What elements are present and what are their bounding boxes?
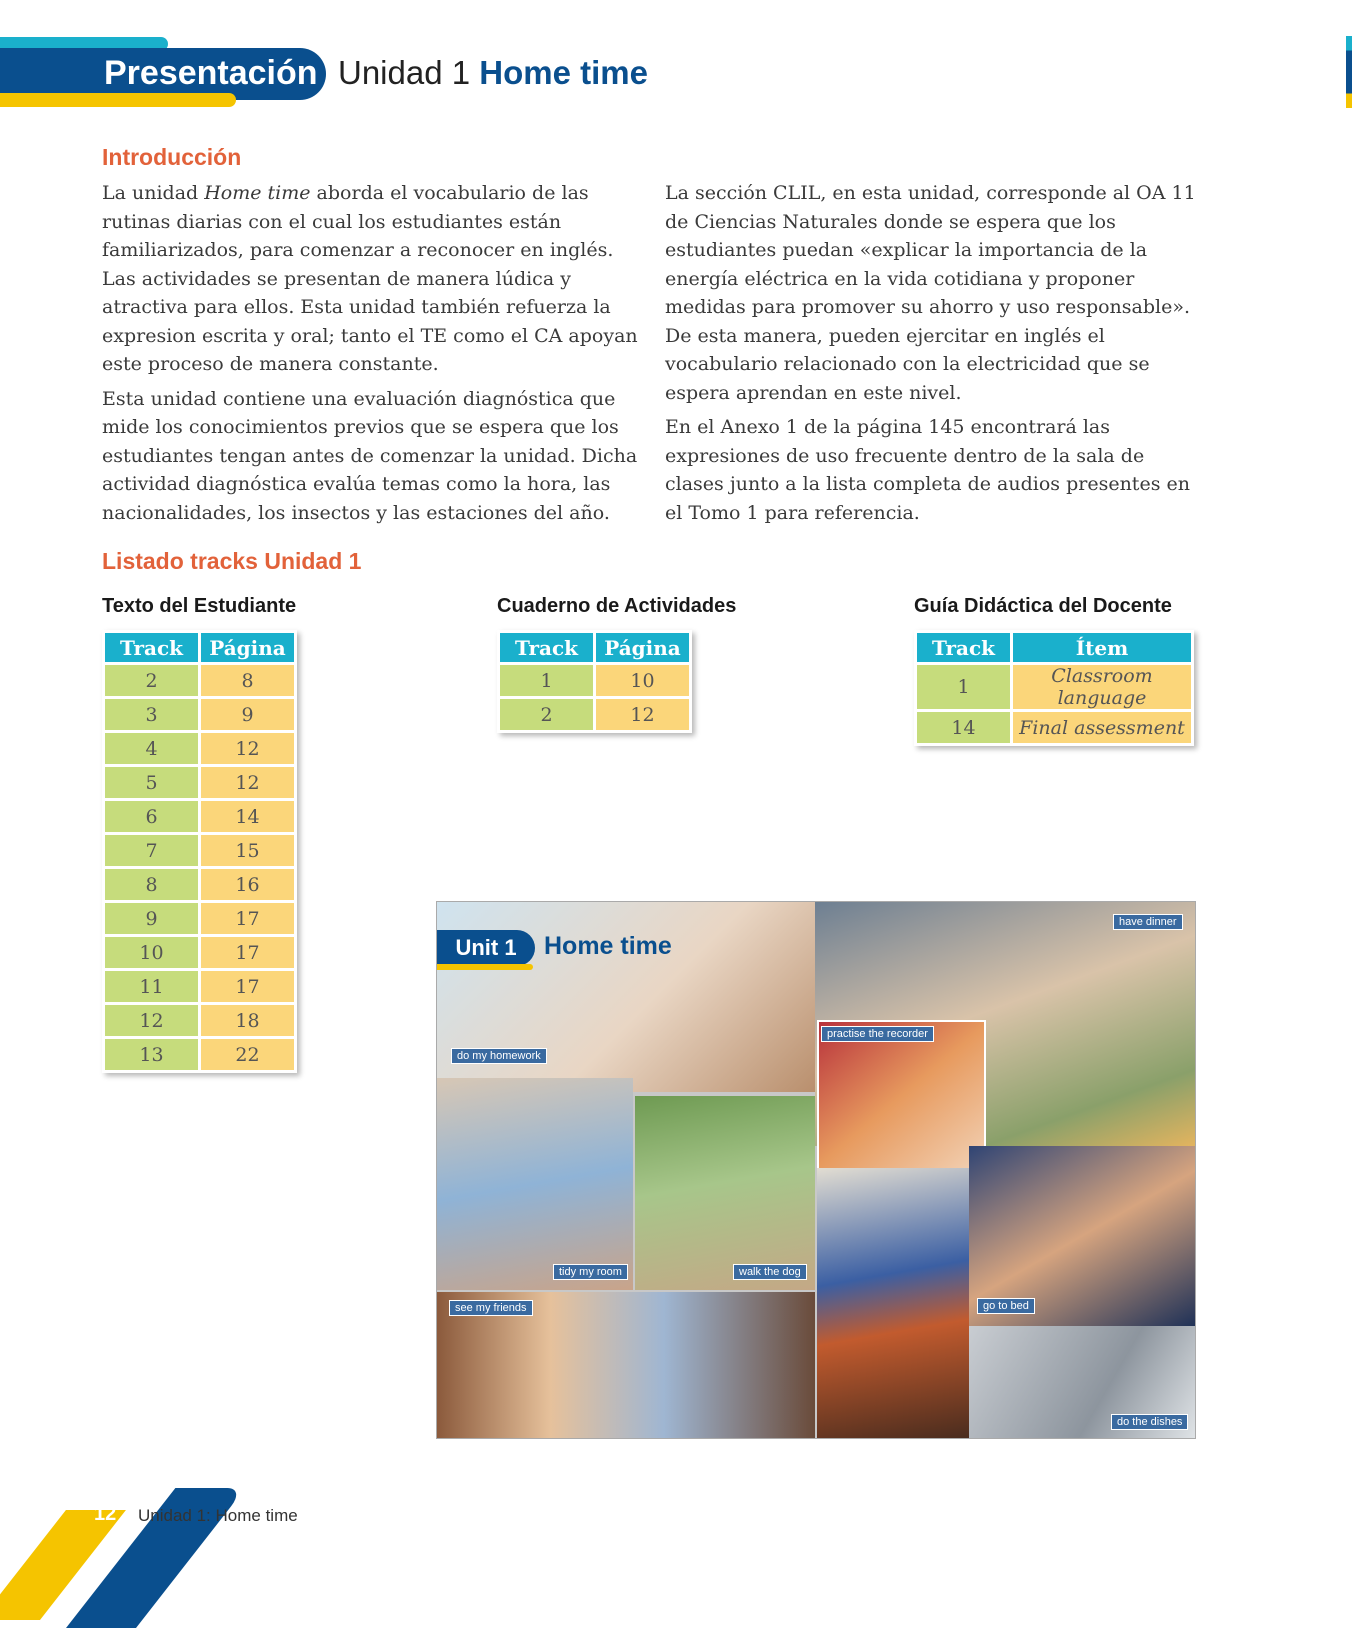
page-cell: 9 (201, 699, 294, 730)
page-cell: 14 (201, 801, 294, 832)
unit-badge-accent (437, 964, 533, 970)
table-row (105, 835, 294, 866)
gdd-table-heading: Guía Didáctica del Docente (914, 595, 1172, 617)
column-header: Ítem (1013, 633, 1191, 662)
table-row (105, 767, 294, 798)
label-homework: do my homework (451, 1048, 547, 1064)
table-row (105, 665, 294, 696)
unit-title: Home time (479, 54, 648, 91)
page-title (338, 50, 648, 96)
page-cell: 17 (201, 937, 294, 968)
label-friends: see my friends (449, 1300, 533, 1316)
track-cell: 8 (105, 869, 198, 900)
intro-paragraph: La unidad Home time aborda el vocabulario de las rutinas diarias con el cual los estudiantes están familiarizados, para comenzar a reconocer en inglés. Las actividades se presentan de manera lúdica y atractiva para ellos. Esta unidad también refuerza la expresion escrita y oral; tanto el TE como el CA apoyan este proceso de manera constante. (102, 182, 638, 375)
section-label: Presentación (104, 54, 318, 92)
track-cell: 2 (105, 665, 198, 696)
table-row (105, 733, 294, 764)
track-cell: 5 (105, 767, 198, 798)
page-cell: 8 (201, 665, 294, 696)
table-row (105, 1039, 294, 1070)
table-row (105, 801, 294, 832)
column-header: Página (596, 633, 689, 662)
intro-paragraph: La sección CLIL, en esta unidad, corresponde al OA 11 de Ciencias Naturales donde se espera que los estudiantes puedan «explicar la importancia de la energía eléctrica en la vida cotidiana y proponer medidas para promover su ahorro y uso responsable». De esta manera, pueden ejercitar en inglés el vocabulario relacionado con la electricidad que se espera aprendan en este nivel. (665, 182, 1196, 404)
track-cell: 1 (500, 665, 593, 696)
table-row (105, 1005, 294, 1036)
table-row (500, 665, 689, 696)
track-cell: 9 (105, 903, 198, 934)
unit-opener-collage (437, 902, 1195, 1438)
track-cell: 10 (105, 937, 198, 968)
table-row (500, 699, 689, 730)
label-recorder: practise the recorder (821, 1026, 934, 1042)
recorder-photo (817, 1020, 986, 1172)
table-row (105, 869, 294, 900)
table-row (105, 937, 294, 968)
dishes-photo (817, 1168, 969, 1438)
column-header: Página (201, 633, 294, 662)
intro-paragraph: En el Anexo 1 de la página 145 encontrará las expresiones de uso frecuente dentro de la sala de clases junto a la lista completa de audios presentes en el Tomo 1 para referencia. (665, 416, 1190, 524)
intro-heading: Introducción (102, 144, 242, 170)
track-cell: 1 (917, 665, 1010, 709)
page-cell: 12 (596, 699, 689, 730)
table-row (917, 665, 1191, 709)
tracks-heading: Listado tracks Unidad 1 (102, 548, 362, 574)
tidy-photo (437, 1078, 633, 1290)
ca-track-table (497, 630, 692, 733)
label-dishes: do the dishes (1111, 1414, 1188, 1430)
label-tidy: tidy my room (553, 1264, 628, 1280)
page-cell: 16 (201, 869, 294, 900)
footer-text: Unidad 1: Home time (138, 1506, 298, 1525)
track-cell: 13 (105, 1039, 198, 1070)
item-cell: Classroom language (1013, 665, 1191, 709)
label-dinner: have dinner (1113, 914, 1183, 930)
page-cell: 15 (201, 835, 294, 866)
track-cell: 6 (105, 801, 198, 832)
track-cell: 11 (105, 971, 198, 1002)
page-cell: 17 (201, 903, 294, 934)
track-cell: 3 (105, 699, 198, 730)
label-bed: go to bed (977, 1298, 1035, 1314)
table-row (105, 699, 294, 730)
table-row (105, 971, 294, 1002)
label-walk: walk the dog (733, 1264, 807, 1280)
item-cell: Final assessment (1013, 712, 1191, 743)
te-table-heading: Texto del Estudiante (102, 595, 297, 617)
intro-right-column (665, 179, 1205, 533)
column-header: Track (105, 633, 198, 662)
page-cell: 17 (201, 971, 294, 1002)
gdd-track-table (914, 630, 1194, 746)
table-row (917, 712, 1191, 743)
track-cell: 14 (917, 712, 1010, 743)
track-cell: 4 (105, 733, 198, 764)
intro-left-column (102, 179, 642, 533)
page-cell: 10 (596, 665, 689, 696)
column-header: Track (917, 633, 1010, 662)
edge-tab (1346, 36, 1352, 108)
track-cell: 7 (105, 835, 198, 866)
collage-title: Home time (544, 932, 672, 960)
page-cell: 12 (201, 767, 294, 798)
intro-paragraph: Esta unidad contiene una evaluación diagnóstica que mide los conocimientos previos que se espera que los estudiantes tengan antes de comenzar la unidad. Dicha actividad diagnóstica evalúa temas como la hora, las nacionalidades, los insectos y las estaciones del año. (102, 387, 638, 524)
table-row (105, 903, 294, 934)
track-cell: 12 (105, 1005, 198, 1036)
page-cell: 18 (201, 1005, 294, 1036)
te-track-table (102, 630, 297, 1073)
walk-photo (635, 1096, 815, 1290)
ca-table-heading: Cuaderno de Actividades (497, 595, 737, 617)
unit-badge: Unit 1 (437, 930, 535, 966)
page-number: 12 (94, 1503, 117, 1525)
column-header: Track (500, 633, 593, 662)
page-cell: 22 (201, 1039, 294, 1070)
unit-label: Unidad 1 (338, 54, 471, 91)
track-cell: 2 (500, 699, 593, 730)
page-cell: 12 (201, 733, 294, 764)
